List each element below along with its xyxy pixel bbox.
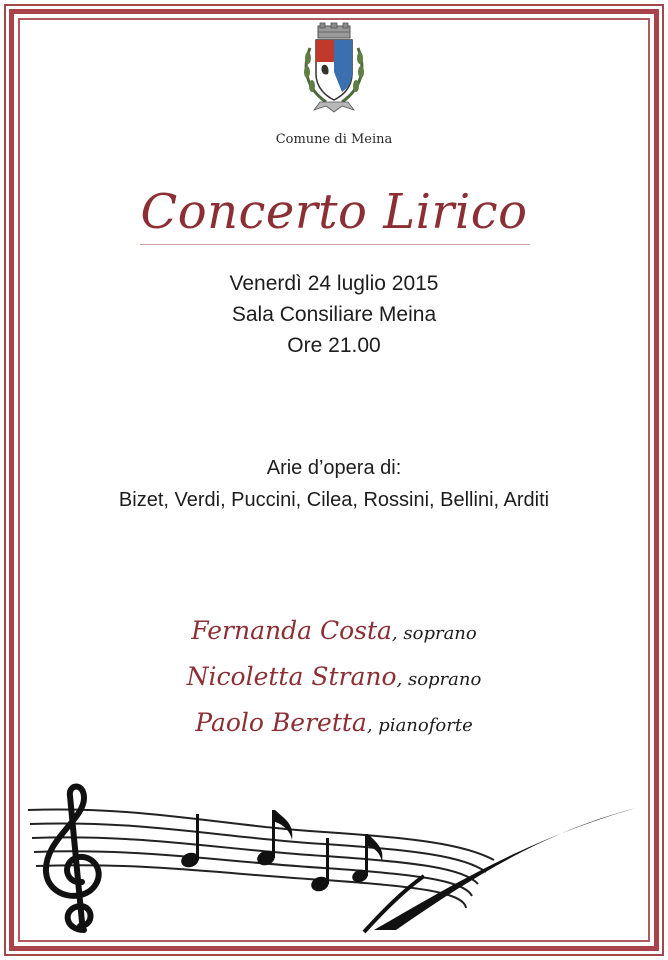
event-venue: Sala Consiliare Meina: [231, 303, 437, 326]
performers-list: [0, 608, 668, 746]
title-underline: [140, 244, 530, 245]
music-staff-icon: [24, 780, 644, 938]
program-composers: Bizet, Verdi, Puccini, Cilea, Rossini, Bellini, Arditi: [118, 489, 550, 511]
performer-role: , soprano: [396, 669, 482, 690]
program-intro: Arie d’opera di:: [266, 457, 402, 479]
performer-item: [0, 700, 668, 746]
treble-clef-icon: [46, 787, 99, 931]
program: [0, 452, 668, 516]
performer-name: Paolo Beretta: [195, 708, 367, 737]
performer-item: [0, 608, 668, 654]
performer-role: , soprano: [391, 623, 477, 644]
event-date: Venerdì 24 luglio 2015: [229, 272, 439, 295]
performer-item: [0, 654, 668, 700]
event-info: [0, 268, 668, 361]
performer-name: Fernanda Costa: [191, 616, 392, 645]
concert-title: Concerto Lirico: [140, 184, 528, 240]
municipality-name: Comune di Meina: [275, 132, 393, 147]
performer-role: , pianoforte: [366, 715, 473, 736]
event-time: Ore 21.00: [287, 334, 381, 357]
performer-name: Nicoletta Strano: [186, 662, 397, 691]
municipal-crest-icon: [300, 22, 368, 114]
